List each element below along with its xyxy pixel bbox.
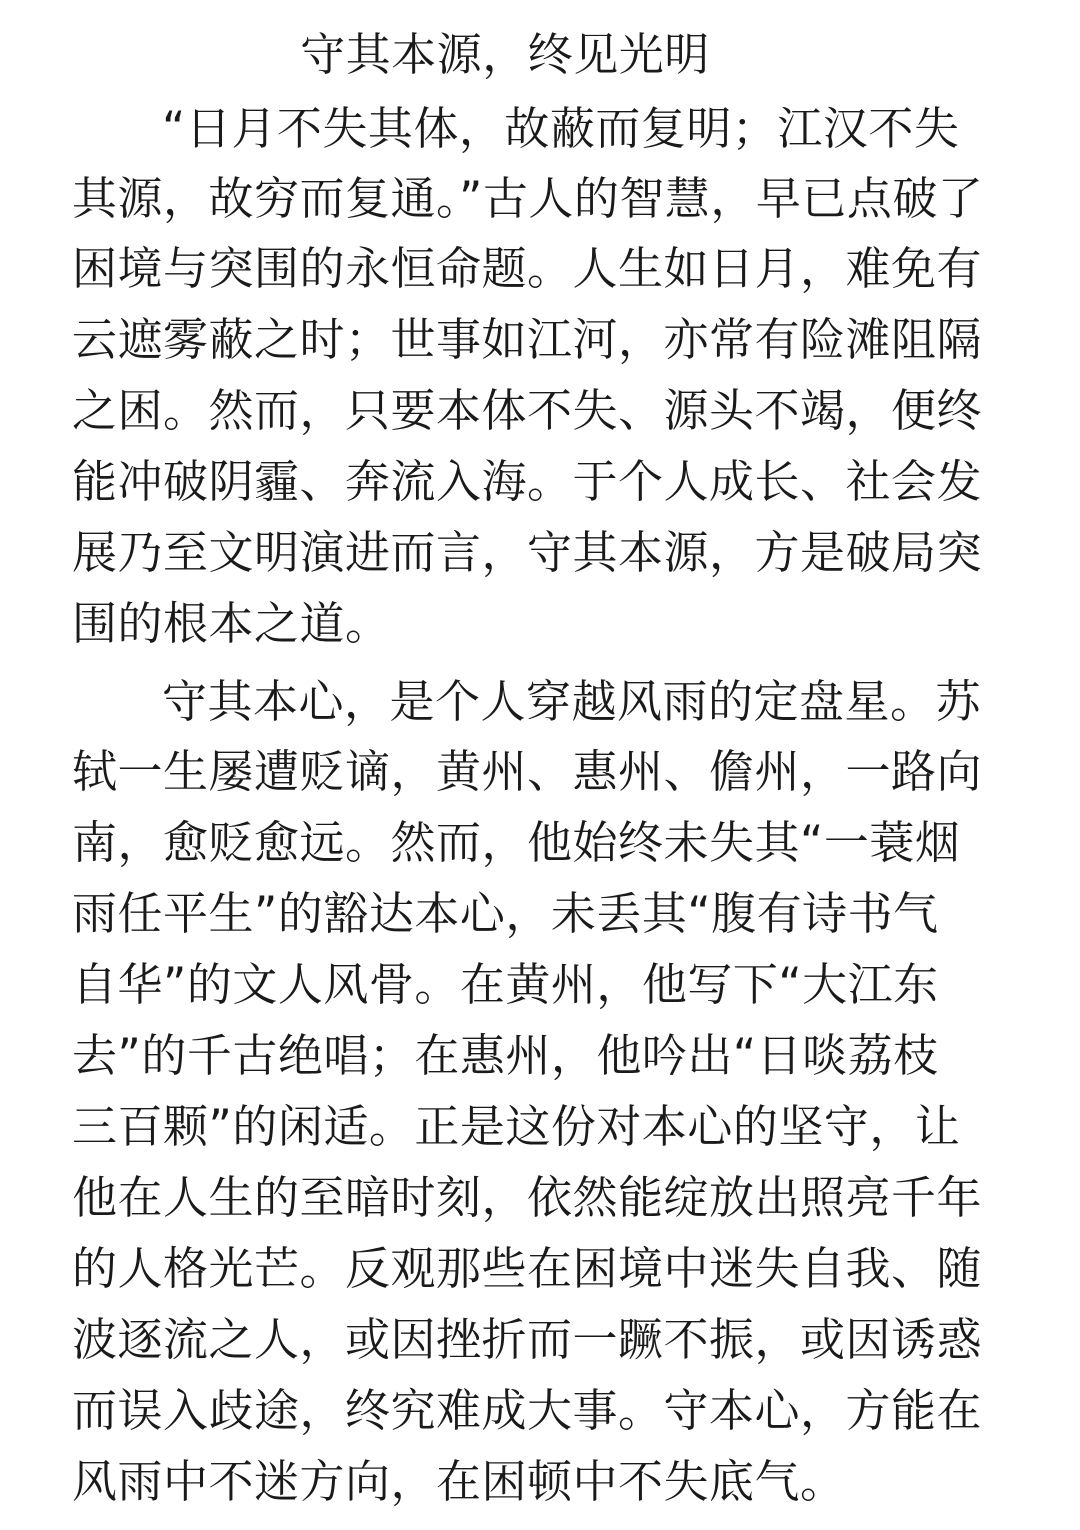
paragraph-2-line-8: 他在人生的至暗时刻，依然能绽放出照亮千年 [72, 1171, 983, 1224]
paragraph-1-line-6: 能冲破阴霾、奔流入海。于个人成长、社会发 [72, 455, 983, 508]
paragraph-2-line-10: 波逐流之人，或因挫折而一蹶不振，或因诱惑 [72, 1313, 983, 1366]
paragraph-1-line-8: 围的根本之道。 [72, 597, 391, 650]
paragraph-1-line-1: “日月不失其体，故蔽而复明；江汉不失 [162, 102, 960, 155]
paragraph-2-line-2: 轼一生屡遭贬谪，黄州、惠州、儋州，一路向 [72, 745, 983, 798]
paragraph-2-line-12: 风雨中不迷方向，在困顿中不失底气。 [72, 1455, 846, 1508]
paragraph-1-line-5: 之困。然而，只要本体不失、源头不竭，便终 [72, 384, 983, 437]
paragraph-2-line-11: 而误入歧途，终究难成大事。守本心，方能在 [72, 1384, 983, 1437]
paragraph-2-line-7: 三百颗”的闲适。正是这份对本心的坚守，让 [72, 1100, 961, 1153]
paragraph-1-line-7: 展乃至文明演进而言，守其本源，方是破局突 [72, 526, 983, 579]
paragraph-2-line-4: 雨任平生”的豁达本心，未丢其“腹有诗书气 [72, 887, 939, 940]
paragraph-1-line-4: 云遮雾蔽之时；世事如江河，亦常有险滩阻隔 [72, 313, 983, 366]
paragraph-1-line-2: 其源，故穷而复通。”古人的智慧，早已点破了 [72, 172, 984, 225]
paragraph-2-line-6: 去”的千古绝唱；在惠州，他吟出“日啖荔枝 [72, 1029, 939, 1082]
paragraph-2-line-9: 的人格光芒。反观那些在困境中迷失自我、随 [72, 1242, 983, 1295]
paragraph-2-line-3: 南，愈贬愈远。然而，他始终未失其“一蓑烟 [72, 816, 961, 869]
article-title: 守其本源，终见光明 [300, 28, 710, 81]
paragraph-2-line-1: 守其本心，是个人穿越风雨的定盘星。苏 [162, 675, 982, 728]
paragraph-2-line-5: 自华”的文人风骨。在黄州，他写下“大江东 [72, 958, 939, 1011]
paragraph-1-line-3: 困境与突围的永恒命题。人生如日月，难免有 [72, 242, 983, 295]
